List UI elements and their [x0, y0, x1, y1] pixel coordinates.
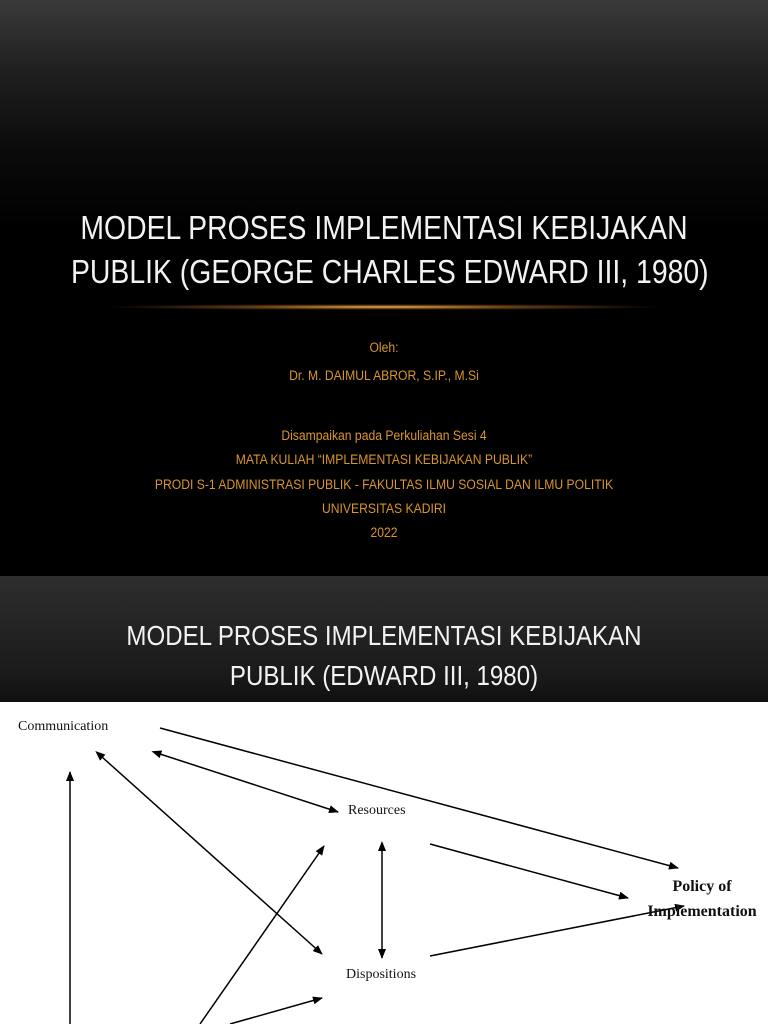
title-divider-glow	[110, 304, 658, 310]
arrow-communication-resources	[160, 754, 338, 812]
edward-model-diagram	[0, 702, 768, 1024]
year: 2022	[370, 525, 398, 540]
by-label: Oleh:	[369, 340, 399, 355]
arrow-communication-to-policy	[160, 728, 678, 868]
model-slide	[0, 576, 768, 1024]
node-policy-line-2: Implementation	[647, 903, 757, 920]
slide-title-line-1: MODEL PROSES IMPLEMENTASI KEBIJAKAN	[126, 620, 642, 651]
slide-title-line-2: PUBLIK (EDWARD III, 1980)	[229, 660, 539, 691]
arrow-communication-dispositions	[102, 757, 322, 954]
node-resources: Resources	[348, 803, 406, 818]
course-name: MATA KULIAH “IMPLEMENTASI KEBIJAKAN PUBLIK”	[235, 452, 533, 467]
node-dispositions: Dispositions	[346, 967, 417, 982]
delivered-text: Disampaikan pada Perkuliahan Sesi 4	[281, 428, 487, 443]
node-communication: Communication	[18, 719, 109, 734]
arrow-to-resources	[200, 846, 324, 1024]
slide-title	[54, 616, 714, 696]
arrow-to-dispositions	[230, 998, 322, 1024]
arrow-resources-to-policy	[430, 844, 628, 898]
node-policy-of-implementation	[636, 874, 768, 924]
slide-title-line-1: MODEL PROSES IMPLEMENTASI KEBIJAKAN	[80, 209, 688, 246]
slide-title	[70, 206, 709, 294]
university-name: UNIVERSITAS KADIRI	[321, 501, 447, 516]
program-name: PRODI S-1 ADMINISTRASI PUBLIK - FAKULTAS ILMU SOSIAL DAN ILMU POLITIK	[154, 477, 614, 492]
slide-title-line-2: PUBLIK (GEORGE CHARLES EDWARD III, 1980)	[70, 253, 709, 290]
author-name: Dr. M. DAIMUL ABROR, S.IP., M.Si	[289, 368, 479, 383]
node-policy-line-1: Policy of	[672, 878, 732, 895]
